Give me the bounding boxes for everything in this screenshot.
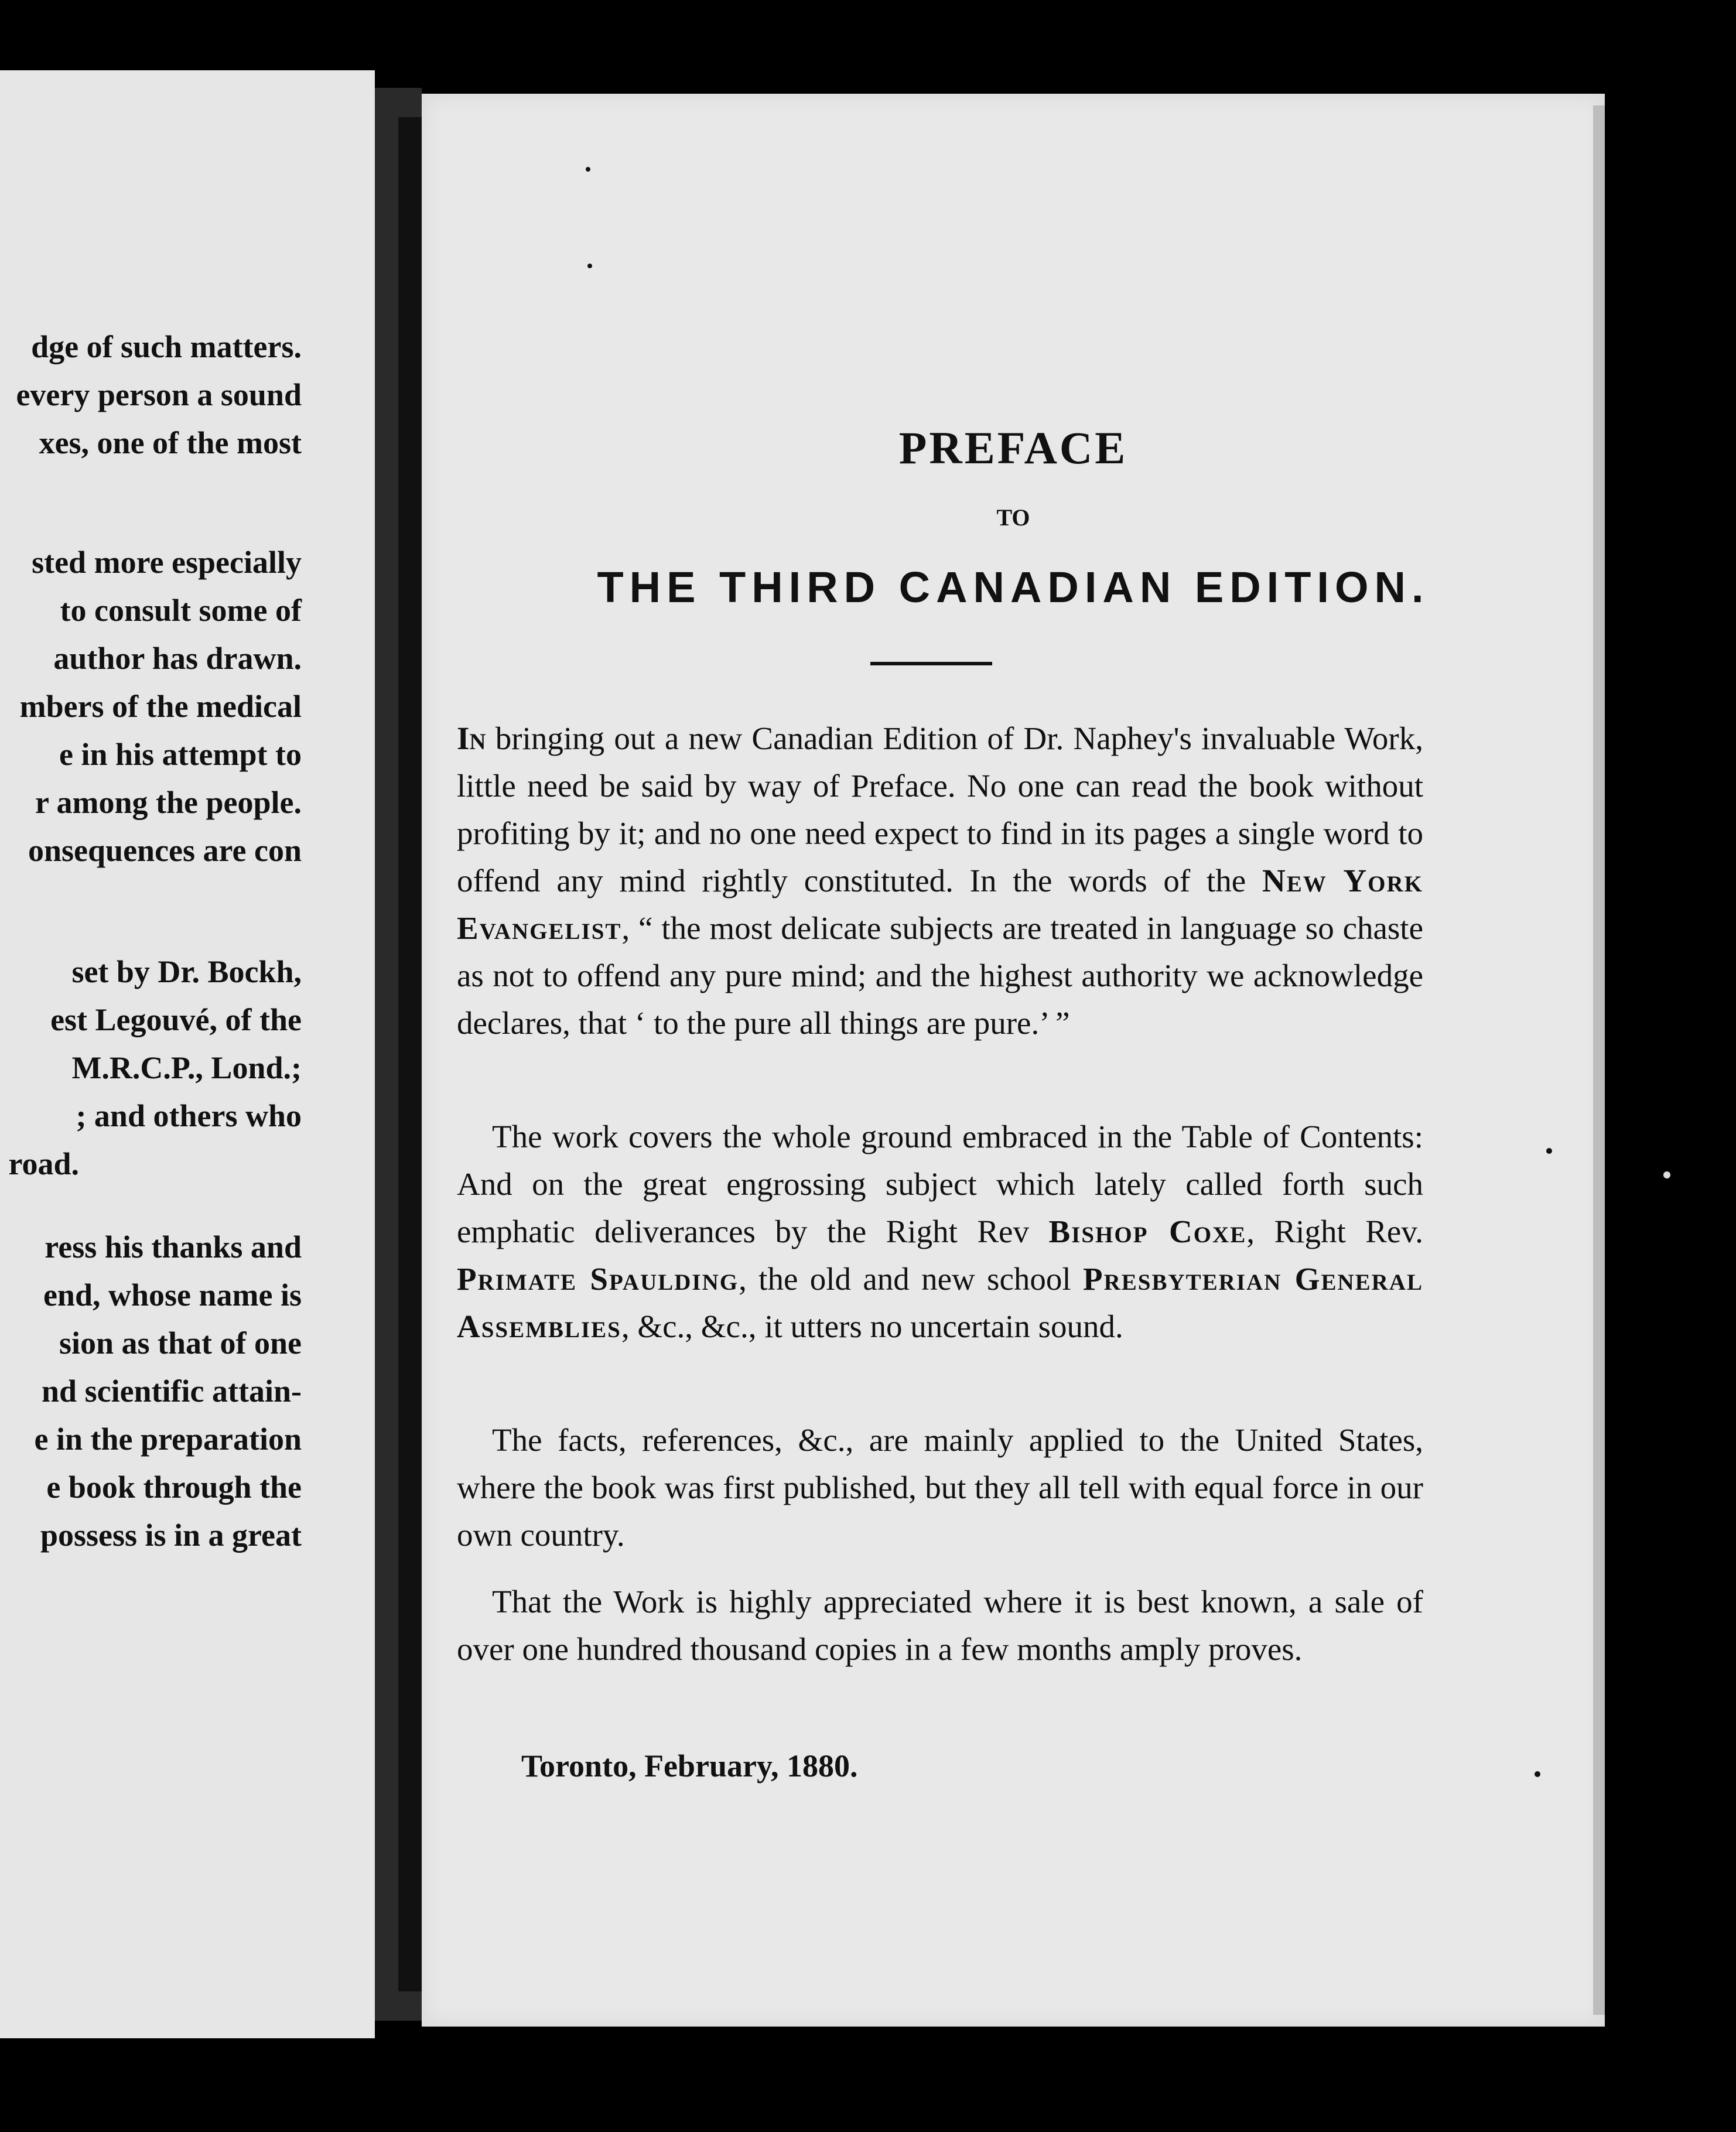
paragraph-text: , the old and new school	[739, 1261, 1083, 1297]
paragraph-text: The work covers the whole ground embraced in the Table of Contents: And on the great engrossing subject which lately called forth such emphatic deliverances by the Right Rev	[457, 1119, 1423, 1249]
page-edge	[1593, 105, 1605, 2015]
left-page-line: est Legouvé, of the	[50, 1002, 302, 1037]
left-facing-page	[0, 70, 375, 2038]
left-page-line: onsequences are con	[28, 833, 302, 868]
left-page-line: e in his attempt to	[59, 737, 302, 772]
left-page-line: author has drawn.	[53, 641, 302, 676]
left-page-line: sion as that of one	[59, 1325, 302, 1361]
left-page-line: road.	[8, 1146, 79, 1181]
left-page-line: nd scientific attain-	[42, 1374, 302, 1409]
scan-speck	[1546, 1148, 1552, 1154]
gutter-shadow	[398, 117, 422, 1991]
publication-name: New York Evangelist	[457, 863, 1424, 946]
preface-page	[422, 94, 1605, 2027]
left-page-line: every person a sound	[16, 377, 302, 412]
left-page-line: sted more especially	[32, 545, 302, 580]
scan-speck	[1663, 1171, 1670, 1178]
preface-title: PREFACE	[898, 422, 1128, 473]
preface-to: TO	[996, 504, 1030, 531]
left-page-line: ress his thanks and	[45, 1229, 302, 1265]
person-name: Primate Spaulding	[457, 1261, 739, 1297]
assembly-name: Presbyterian General Assemblies	[457, 1261, 1423, 1344]
scan-speck	[587, 264, 592, 268]
preface-paragraph-1	[457, 715, 1423, 1047]
paragraph-text: bringing out a new Canadian Edition of Dr. Naphey's invaluable Work, little need be said by way of Preface. No one can read the book without profiting by it; and no one need expect to find in its pages a single word to offend any mind rightly constituted. In the words of the	[457, 720, 1423, 898]
scan-speck	[1535, 1771, 1540, 1777]
left-page-line: e in the preparation	[34, 1422, 302, 1457]
paragraph-text: , &c., &c., it utters no uncertain sound.	[621, 1308, 1123, 1344]
left-page-line: end, whose name is	[43, 1277, 302, 1313]
left-page-line: possess is in a great	[40, 1518, 302, 1553]
left-page-line: mbers of the medical	[19, 689, 302, 724]
paragraph-text: , “ the most delicate subjects are treated in language so chaste as not to offend any pure mind; and the highest authority we acknowledge declares, that ‘ to the pure all things are pure.’ ”	[457, 910, 1423, 1041]
left-page-line: ; and others who	[76, 1098, 302, 1133]
left-page-line: M.R.C.P., Lond.;	[71, 1050, 302, 1085]
left-page-line: e book through the	[46, 1470, 302, 1505]
preface-signature: Toronto, February, 1880.	[521, 1748, 858, 1784]
left-page-line: set by Dr. Bockh,	[71, 954, 302, 989]
left-page-line: r among the people.	[35, 785, 302, 820]
scan-speck	[586, 167, 590, 172]
paragraph-text: , Right Rev.	[1246, 1214, 1424, 1249]
person-name: Bishop Coxe	[1048, 1214, 1247, 1249]
preface-paragraph-2	[457, 1113, 1423, 1350]
left-page-line: dge of such matters.	[31, 329, 302, 364]
edition-title: THE THIRD CANADIAN EDITION.	[597, 563, 1430, 611]
paragraph-lead-word: In	[457, 720, 486, 756]
preface-paragraph-4: That the Work is highly appreciated where it is best known, a sale of over one hundred thousand copies in a few months amply proves.	[457, 1584, 1423, 1667]
left-page-line: to consult some of	[60, 593, 302, 628]
preface-paragraph-3: The facts, references, &c., are mainly applied to the United States, where the book was first published, but they all tell with equal force in our own country.	[457, 1422, 1423, 1553]
left-page-line: xes, one of the most	[39, 425, 302, 460]
title-rule	[870, 662, 992, 665]
